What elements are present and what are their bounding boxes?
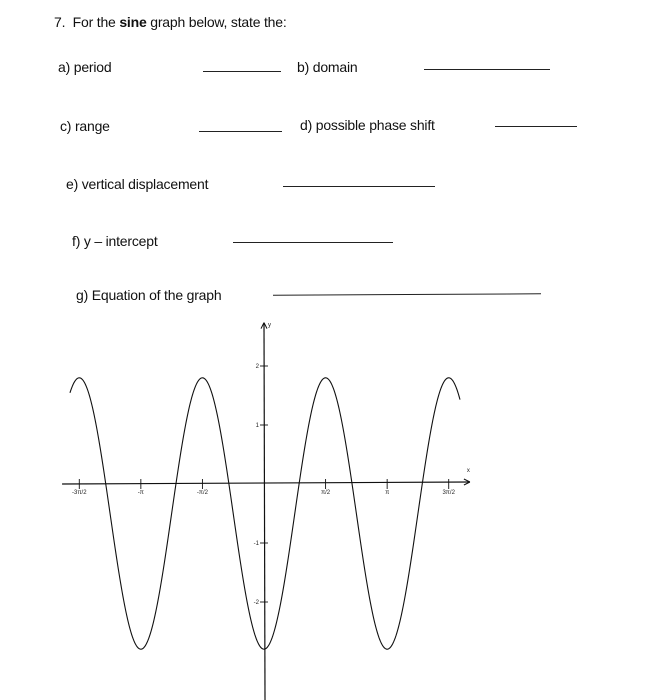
item-y-intercept-label: f) y – intercept: [72, 233, 158, 249]
y-tick-label: -1: [253, 541, 259, 547]
item-period-label: a) period: [58, 59, 112, 75]
y-axis: [264, 323, 265, 700]
question-bold-word: sine: [119, 14, 147, 30]
x-tick-label: -π/2: [196, 490, 209, 496]
item-domain-label: b) domain: [297, 59, 358, 75]
item-range-label: c) range: [60, 118, 110, 134]
x-tick-label: -π: [137, 490, 144, 496]
question-text-before: For the: [72, 14, 116, 30]
y-tick-label: -2: [253, 600, 259, 606]
question-text-after: graph below, state the:: [150, 14, 287, 30]
x-tick-label: π/2: [320, 490, 331, 496]
x-tick-label: 3π/2: [442, 490, 455, 496]
x-axis-label: x: [466, 468, 470, 474]
item-equation-label: g) Equation of the graph: [76, 287, 222, 303]
y-tick-label: 2: [255, 364, 259, 370]
question-number: 7.: [54, 14, 66, 30]
axes: [62, 323, 470, 700]
item-vertical-displacement-label: e) vertical displacement: [66, 176, 209, 192]
x-tick-label: -3π/2: [72, 490, 87, 496]
y-axis-label: y: [268, 322, 271, 329]
x-tick-label: π: [385, 490, 390, 496]
item-phase-shift-label: d) possible phase shift: [300, 117, 435, 133]
y-tick-label: 1: [255, 423, 259, 429]
x-axis: [62, 482, 470, 484]
